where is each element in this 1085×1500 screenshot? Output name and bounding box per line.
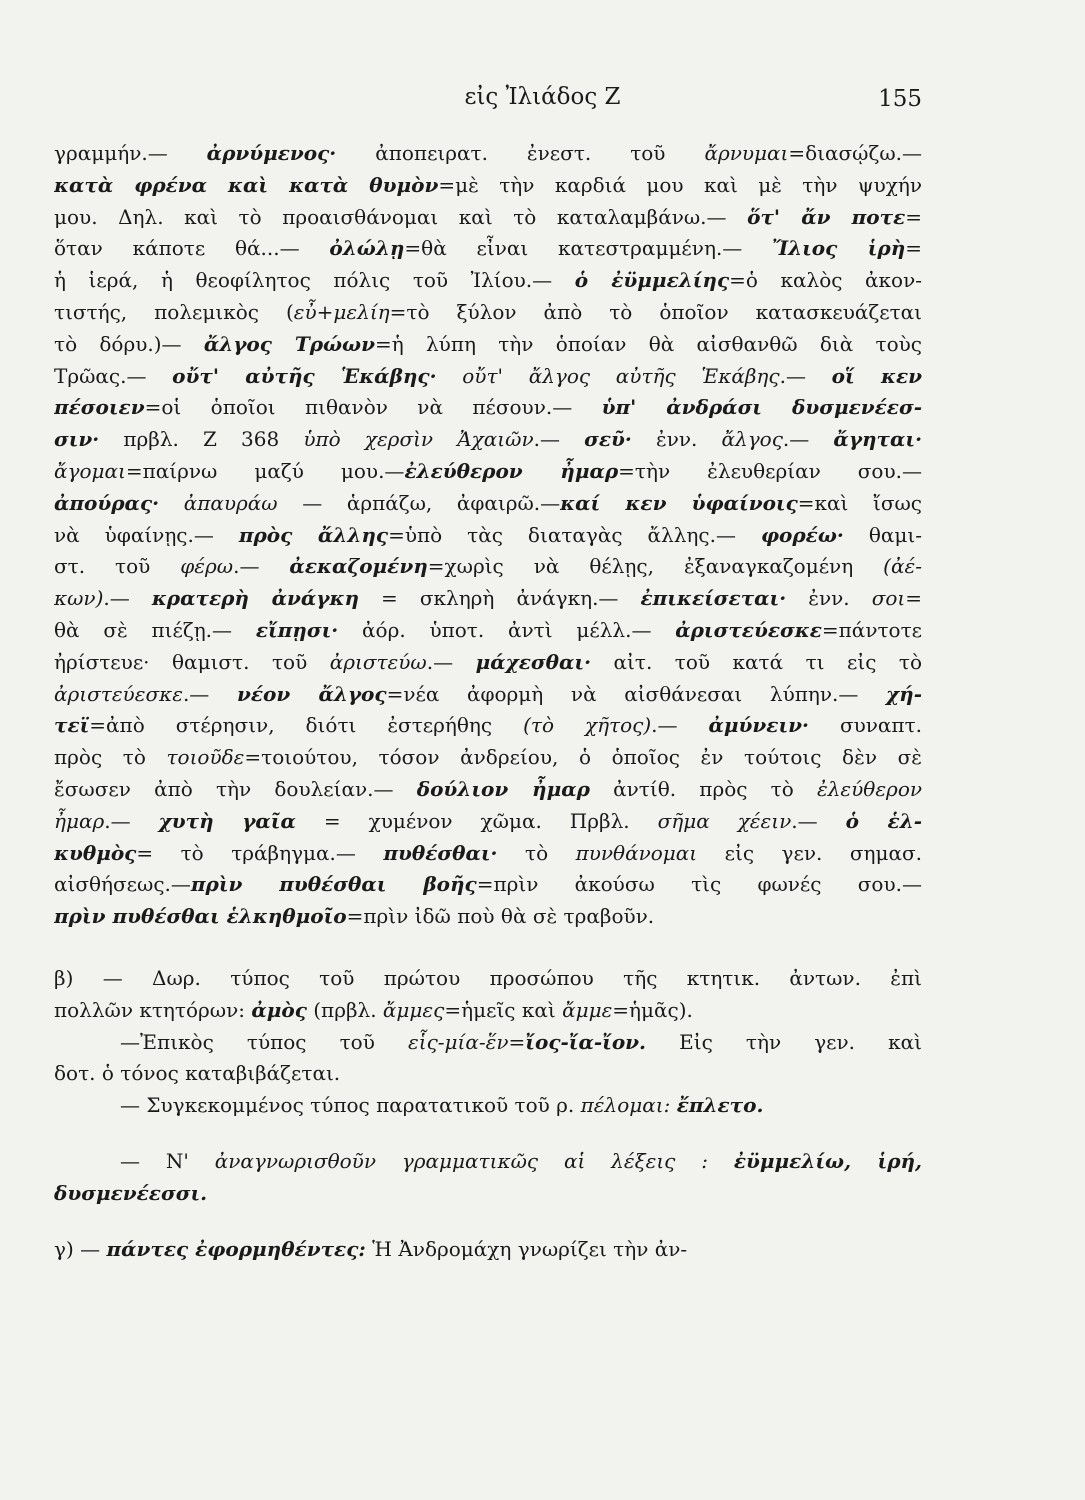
text-run: θὰ σὲ πιέζῃ.— <box>54 617 256 642</box>
text-run: = τὸ τράβηγμα.— <box>136 840 384 865</box>
text-line <box>54 170 922 202</box>
text-line <box>54 392 922 424</box>
text-run: = <box>905 236 922 261</box>
text-run: θαμι- <box>843 522 922 547</box>
text-run: πρβλ. Ζ 368 <box>99 427 304 452</box>
text-run: τὸ <box>497 840 576 865</box>
lemma: ἄλγος Τρώων <box>203 331 375 356</box>
text-line <box>54 1178 922 1210</box>
italic-text: πυνθάνομαι <box>575 840 698 865</box>
text-line <box>54 424 922 456</box>
page-number: 155 <box>878 86 922 112</box>
lemma: ἀμὸς <box>251 997 307 1022</box>
text-run: ἐνν. <box>786 586 872 611</box>
lemma: ἐπικείσεται· <box>640 586 787 611</box>
text-run: =πάντοτε <box>821 617 922 642</box>
text-run: =ἡμεῖς καὶ <box>444 997 563 1022</box>
text-run: —Ἐπικὸς τύπος τοῦ <box>120 1029 408 1054</box>
text-run: Ἡ Ἀνδρομάχη γνωρίζει τὴν ἀν- <box>365 1236 688 1261</box>
text-line <box>54 774 922 806</box>
lemma: ἔπλετο. <box>676 1093 764 1118</box>
italic-text: μελίη <box>333 299 390 324</box>
lemma: πυθέσθαι· <box>383 840 498 865</box>
text-run: .— <box>104 808 159 833</box>
text-run: =θὰ εἶναι κατεστραμμένη.— <box>404 236 773 261</box>
lemma: κατὰ φρένα καὶ κατὰ θυμὸν <box>54 172 439 197</box>
text-line <box>54 679 922 711</box>
text-line <box>54 963 922 995</box>
text-run: + <box>316 299 334 324</box>
text-run: =μὲ τὴν καρδιά μου καὶ μὲ τὴν ψυχήν <box>438 172 922 197</box>
italic-text: ἄρνυμαι <box>704 141 789 165</box>
text-run: =ὑπὸ τὰς διαταγὰς ἄλλης.— <box>388 522 761 547</box>
lemma: ὀλώλῃ <box>329 236 405 261</box>
lemma: δυσμενέεσσι. <box>54 1180 208 1205</box>
italic-text: σοι <box>871 586 906 611</box>
text-run: Τρῶας.— <box>54 363 173 388</box>
text-line <box>54 710 922 742</box>
text-run: ἡ ἱερά, ἡ θεοφίλητος πόλις τοῦ Ἰλίου.— <box>54 268 575 293</box>
text-run: ἀντίθ. πρὸς τὸ <box>589 776 817 801</box>
text-line <box>54 647 922 679</box>
text-line <box>54 488 922 520</box>
lemma: νέον ἄλγος <box>236 681 387 706</box>
italic-text: οὔτ' ἄλγος αὐτῆς Ἑκάβης <box>462 363 780 388</box>
lemma: ἄγηται· <box>833 427 922 452</box>
lemma: ἀμύνειν· <box>708 713 809 738</box>
text-run: εἰς γεν. σημασ. <box>697 840 922 865</box>
text-run: μου. Δηλ. καὶ τὸ προαισθάνομαι καὶ τὸ καταλαμβάνω.— <box>54 204 748 229</box>
text-run: Εἰς τὴν γεν. καὶ <box>646 1029 922 1054</box>
lemma: ὅτ' ἄν ποτε <box>747 204 906 229</box>
lemma: ὁ ἐϋμμελίης <box>574 268 730 293</box>
text-line <box>54 1146 922 1178</box>
italic-text: ἦμαρ <box>54 808 105 833</box>
lemma: μάχεσθαι· <box>475 649 592 674</box>
lemma: ἐϋμμελίω, ἱρή, <box>733 1148 922 1173</box>
lemma: σεῦ· <box>584 427 632 452</box>
italic-text: (ἀέ- <box>883 554 922 579</box>
italic-text: πέλομαι: <box>580 1093 671 1118</box>
lemma: φορέω· <box>760 522 844 547</box>
text-run: =ὁ καλὸς ἀκον- <box>729 268 922 293</box>
text-run: .— <box>782 427 834 452</box>
italic-text: σῆμα χέειν <box>657 808 792 833</box>
text-run: = σκληρὴ ἀνάγκη.— <box>359 586 641 611</box>
lemma: ἀπούρας· <box>54 490 160 515</box>
text-run: β) — Δωρ. τύπος τοῦ πρώτου προσώπου τῆς κτητικ. ἀντων. ἐπὶ <box>54 965 922 990</box>
text-line <box>54 806 922 838</box>
text-run: συναπτ. <box>808 713 922 738</box>
text-run: ἔσωσεν ἀπὸ τὴν δουλείαν.— <box>54 776 417 801</box>
lemma: οὔτ' αὐτῆς Ἑκάβης· <box>172 363 437 388</box>
text-line <box>54 1058 922 1090</box>
text-run: δοτ. ὁ τόνος καταβιβάζεται. <box>54 1061 341 1086</box>
text-run: αἰτ. τοῦ κατά τι εἰς τὸ <box>591 649 922 674</box>
italic-text: ἀπαυράω <box>183 490 278 515</box>
text-run: =ἡ λύπη τὴν ὁποίαν θὰ αἰσθανθῶ διὰ τοὺς <box>374 331 922 356</box>
text-run: = <box>508 1029 526 1054</box>
text-run: =πρὶν ἀκούσω τὶς φωνές σου.— <box>476 872 922 897</box>
text-run: πολλῶν κτητόρων: <box>54 997 252 1022</box>
text-run: στ. τοῦ <box>54 554 181 579</box>
italic-text: ὑπὸ χερσὶν Ἀχαιῶν <box>303 427 534 452</box>
italic-text: ἄμμε <box>562 997 613 1022</box>
italic-text: ἄγομαι <box>54 458 126 483</box>
text-run: .— <box>533 427 585 452</box>
paragraph-exercise <box>54 1146 922 1210</box>
italic-text: ἄλγος <box>721 427 783 452</box>
text-run: αἰσθήσεως.— <box>54 872 191 897</box>
text-run: =διασῴζω.— <box>788 141 922 165</box>
paragraph-beta <box>54 963 922 1122</box>
lemma: χυτὴ γαῖα <box>158 808 296 833</box>
text-run: .— <box>182 681 237 706</box>
text-run: .— <box>651 713 709 738</box>
text-run: =πρὶν ἰδῶ ποὺ θὰ σὲ τραβοῦν. <box>346 904 655 929</box>
text-run: ἀποπειρατ. ἐνεστ. τοῦ <box>336 141 705 165</box>
text-run: =ἡμᾶς). <box>612 997 693 1022</box>
text-line <box>54 456 922 488</box>
text-line <box>54 838 922 870</box>
lemma: οἵ κεν <box>831 363 922 388</box>
lemma: ἀεκαζομένη <box>289 554 428 579</box>
text-line <box>54 583 922 615</box>
lemma: σιν· <box>54 427 100 452</box>
text-run: νὰ ὑφαίνῃς.— <box>54 522 239 547</box>
lemma: πέσοιεν <box>54 395 145 420</box>
text-line <box>54 869 922 901</box>
text-run: πρὸς τὸ <box>54 745 167 770</box>
text-line <box>54 1027 922 1059</box>
text-run: .— <box>779 363 832 388</box>
lemma: ἀριστεύεσκε <box>675 617 822 642</box>
lemma: κυθμὸς <box>54 840 137 865</box>
text-line <box>54 742 922 774</box>
text-run: — Ν' <box>120 1148 215 1173</box>
running-header: εἰς Ἰλιάδος Ζ <box>464 84 621 110</box>
text-run: .— <box>233 554 290 579</box>
lemma: ἐλεύθερον ἦμαρ <box>404 458 619 483</box>
lemma: ἴος-ἴα-ἴον. <box>525 1029 647 1054</box>
text-line <box>54 520 922 552</box>
lemma: Ἴλιος ἱρὴ <box>772 236 906 261</box>
text-line <box>54 995 922 1027</box>
text-run: ἠρίστευε· θαμιστ. τοῦ <box>54 649 330 674</box>
text-run <box>437 364 463 388</box>
text-line <box>54 233 922 265</box>
text-run <box>159 491 184 515</box>
text-run: τὸ δόρυ.)— <box>54 331 204 356</box>
paragraph-gamma <box>54 1234 922 1266</box>
lemma: πάντες ἐφορμηθέντες: <box>106 1236 366 1261</box>
text-line <box>54 329 922 361</box>
italic-text: κων) <box>54 586 104 611</box>
text-line <box>54 901 922 933</box>
text-run <box>708 1149 734 1173</box>
text-run: — Συγκεκομμένος τύπος παρατατικοῦ τοῦ ρ. <box>120 1093 581 1118</box>
italic-text: ἀριστεύω <box>329 649 427 674</box>
lemma: δούλιον ἦμαρ <box>416 776 590 801</box>
lemma: χή- <box>886 681 922 706</box>
italic-text: ἐλεύθερον <box>816 776 922 801</box>
italic-text: εὖ <box>293 299 317 324</box>
text-run: ἐνν. <box>631 427 722 452</box>
italic-text: ἀριστεύεσκε <box>54 681 183 706</box>
text-run: ὅταν κάποτε θά...— <box>54 236 330 261</box>
text-run: =τοιούτου, τόσον ἀνδρείου, ὁ ὁποῖος ἐν τούτοις δὲν σὲ <box>244 745 922 770</box>
text-run: =χωρὶς νὰ θέλῃς, ἐξαναγκαζομένη <box>427 554 884 579</box>
text-run: =τὴν ἐλευθερίαν σου.— <box>618 458 922 483</box>
italic-text: φέρω <box>180 554 234 579</box>
text-run: =ἀπὸ στέρησιν, διότι ἐστερήθης <box>89 713 524 738</box>
text-line <box>54 138 922 170</box>
lemma: καί κεν ὑφαίνοις <box>560 490 798 515</box>
lemma: ὁ ἑλ- <box>845 808 922 833</box>
text-line <box>54 615 922 647</box>
text-run: .— <box>103 586 152 611</box>
italic-text: (τὸ χῆτος) <box>523 713 652 738</box>
text-run: .— <box>426 649 476 674</box>
italic-text: εἷς-μία-ἕν <box>408 1029 509 1054</box>
lemma: εἴπῃσι· <box>255 617 339 642</box>
body-text <box>54 138 922 1265</box>
text-line <box>54 202 922 234</box>
text-run: =νέα ἀφορμὴ νὰ αἰσθάνεσαι λύπην.— <box>386 681 886 706</box>
lemma: πρὶν πυθέσθαι ἑλκηθμοῖο <box>54 904 347 929</box>
lemma: πρὶν πυθέσθαι βοῆς <box>190 872 477 897</box>
text-run: γ) — <box>54 1236 107 1261</box>
text-line <box>54 1090 922 1122</box>
italic-text: ἀναγνωρισθοῦν γραμματικῶς αἱ λέξεις : <box>214 1148 708 1173</box>
text-run: =οἱ ὁποῖοι πιθανὸν νὰ πέσουν.— <box>144 395 602 420</box>
lemma: τεϊ <box>54 713 90 738</box>
text-run: = χυμένον χῶμα. Πρβλ. <box>295 808 658 833</box>
text-line <box>54 361 922 393</box>
text-run: = <box>905 204 922 229</box>
text-run: .— <box>791 808 846 833</box>
paragraph-commentary <box>54 138 922 933</box>
lemma: ἀρνύμενος· <box>206 141 337 165</box>
text-run: =καὶ ἴσως <box>797 490 922 515</box>
lemma: πρὸς ἄλλης <box>238 522 389 547</box>
text-line <box>54 265 922 297</box>
lemma: κρατερὴ ἀνάγκη <box>151 586 359 611</box>
text-run: = <box>905 586 922 611</box>
italic-text: τοιοῦδε <box>166 745 245 770</box>
text-run: ἀόρ. ὑποτ. ἀντὶ μέλλ.— <box>338 617 676 642</box>
text-line <box>54 551 922 583</box>
text-run: γραμμήν.— <box>54 141 207 165</box>
text-line <box>54 297 922 329</box>
text-run: =τὸ ξύλον ἀπὸ τὸ ὁποῖον κατασκευάζεται <box>389 299 922 324</box>
text-line <box>54 1234 922 1266</box>
italic-text: ἄμμες <box>382 997 445 1022</box>
text-run: τιστής, πολεμικὸς ( <box>54 299 294 324</box>
text-run: =παίρνω μαζύ μου.— <box>125 458 405 483</box>
lemma: ὑπ' ἀνδράσι δυσμενέεσ- <box>601 395 922 420</box>
text-run: — ἁρπάζω, ἀφαιρῶ.— <box>277 490 561 515</box>
text-run: (πρβλ. <box>306 997 383 1022</box>
